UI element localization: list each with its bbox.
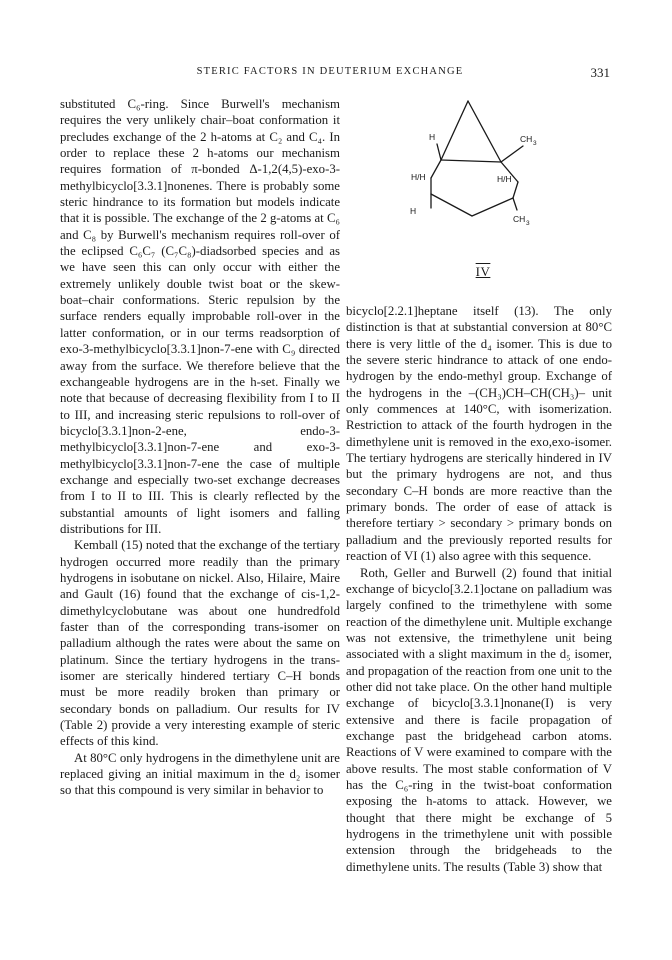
atom-ch3-top-right-subscript: 3 <box>533 140 537 147</box>
left-paragraph-2: Kemball (15) noted that the exchange of the tertiary hydrogen occurred more readily than the primary hydrogens in isobutane on nickel. Also, Hilaire, Maire and Gault (16) found that the exchange of cis-1,2-dimethylcyclobutane was about one hundredfold faster than of the corresponding trans-isomer on palladium although the rates were about the same on platinum. Since the tertiary hydrogens in the trans-isomer are sterically hindered tertiary C–H bonds must be more readily broken than primary or secondary bonds on palladium. Our results for IV (Table 2) provide a very interesting example of steric effects of this kind. <box>60 538 340 749</box>
atom-hh-left: H/H <box>411 172 426 182</box>
page-header <box>0 66 672 86</box>
atom-h-top-left: H <box>429 132 436 142</box>
right-paragraph-1: bicyclo[2.2.1]heptane itself (13). The only distinction is that at substantial conversion at 80°C there is very little of the d₄ isomer. This is due to the severe steric hindrance to attack of one endo-hydrogen by the endo-methyl group. Exchange of the hydrogens in the –(CH₃)CH–CH(CH₃)– unit only commences at 140°C, with isomerization. Restriction to attack of the fourth hydrogen in the dimethylene unit is removed in the exo,exo-isomer. The tertiary hydrogens are sterically hindered in IV but the primary hydrogens are not, and thus secondary C–H bonds are more reactive than the primary bonds. The order of ease of attack is therefore tertiary > secondary > primary bonds on palladium and the previously reported results for reaction of VI (1) also agree with this sequence. <box>346 304 612 564</box>
atom-ch3-bottom-right: CH <box>513 214 526 224</box>
atom-ch3-bottom-right-subscript: 3 <box>526 220 530 227</box>
running-head: STERIC FACTORS IN DEUTERIUM EXCHANGE <box>196 66 464 77</box>
structure-figure-iv <box>405 98 575 278</box>
right-column <box>346 303 612 875</box>
atom-h-bottom-left: H <box>410 206 417 216</box>
page-number: 331 <box>590 65 610 80</box>
atom-ch3-top-right: CH <box>520 134 533 144</box>
left-paragraph-1: substituted C₆-ring. Since Burwell's mechanism requires the very unlikely chair–boat conformation it precludes exchange of the 2 h-atoms at C₂ and C₄. In order to replace these 2 h-atoms our mechanism requires formation of π-bonded Δ-1,2(4,5)-exo-3-methylbicyclo[3.3.1]nonenes. There is probably some steric hindrance to its formation but models indicate that it is possible. The exchange of the 2 g-atoms at C₆ and C₈ by Burwell's mechanism requires roll-over of the eclipsed C₆C₇ (C₇C₈)-diadsorbed species and as we have seen this can only occur with either the extremely unlikely double twist boat or the skew-boat–chair conformations. Steric repulsion by the surface renders equally improbable roll-over in the latter conformation, or in our terms readsorption of exo-3-methylbicyclo[3.3.1]non-7-ene with C₉ directed away from the surface. We therefore believe that the exchangeable hydrogens are in the h-set. Finally we note that because of decreasing flexibility from I to II to III, and increasing steric repulsions to roll-over of bicyclo[3.3.1]non-2-ene, endo-3-methylbicyclo[3.3.1]non-7-ene and exo-3-methylbicyclo[3.3.1]non-7-ene the case of multiple exchange and especially two-set exchange decreases from I to II to III. This is clearly reflected by the substantial amounts of light isomers and falling distributions for III. <box>60 97 340 536</box>
atom-hh-right: H/H <box>497 174 512 184</box>
left-column <box>60 96 340 799</box>
left-paragraph-3: At 80°C only hydrogens in the dimethylene unit are replaced giving an initial maximum in the d₂ isomer so that this compound is very similar in behavior to <box>60 750 340 798</box>
figure-label: IV <box>475 264 491 279</box>
bicyclic-structure-drawing <box>405 98 575 278</box>
right-paragraph-2: Roth, Geller and Burwell (2) found that initial exchange of bicyclo[3.2.1]octane on palladium was largely confined to the trimethylene with some reaction of the dimethylene unit. Multiple exchange was not extensive, the trimethylene unit being associated with a slight maximum in the d₅ isomer, and propagation of the reaction from one unit to the other did not take place. On the other hand multiple exchange of bicyclo[3.3.1]nonane(I) is very extensive and there is facile propagation of exchange past the bridgehead carbon atoms. Reactions of V were examined to compare with the above results. The most stable conformation of V has the C₆-ring in the twist-boat conformation exposing the h-atoms to attack. However, we thought that there might be exchange of 5 hydrogens in the trimethylene unit with possible extension through the bridgeheads to the dimethylene units. The results (Table 3) show that <box>346 565 612 874</box>
